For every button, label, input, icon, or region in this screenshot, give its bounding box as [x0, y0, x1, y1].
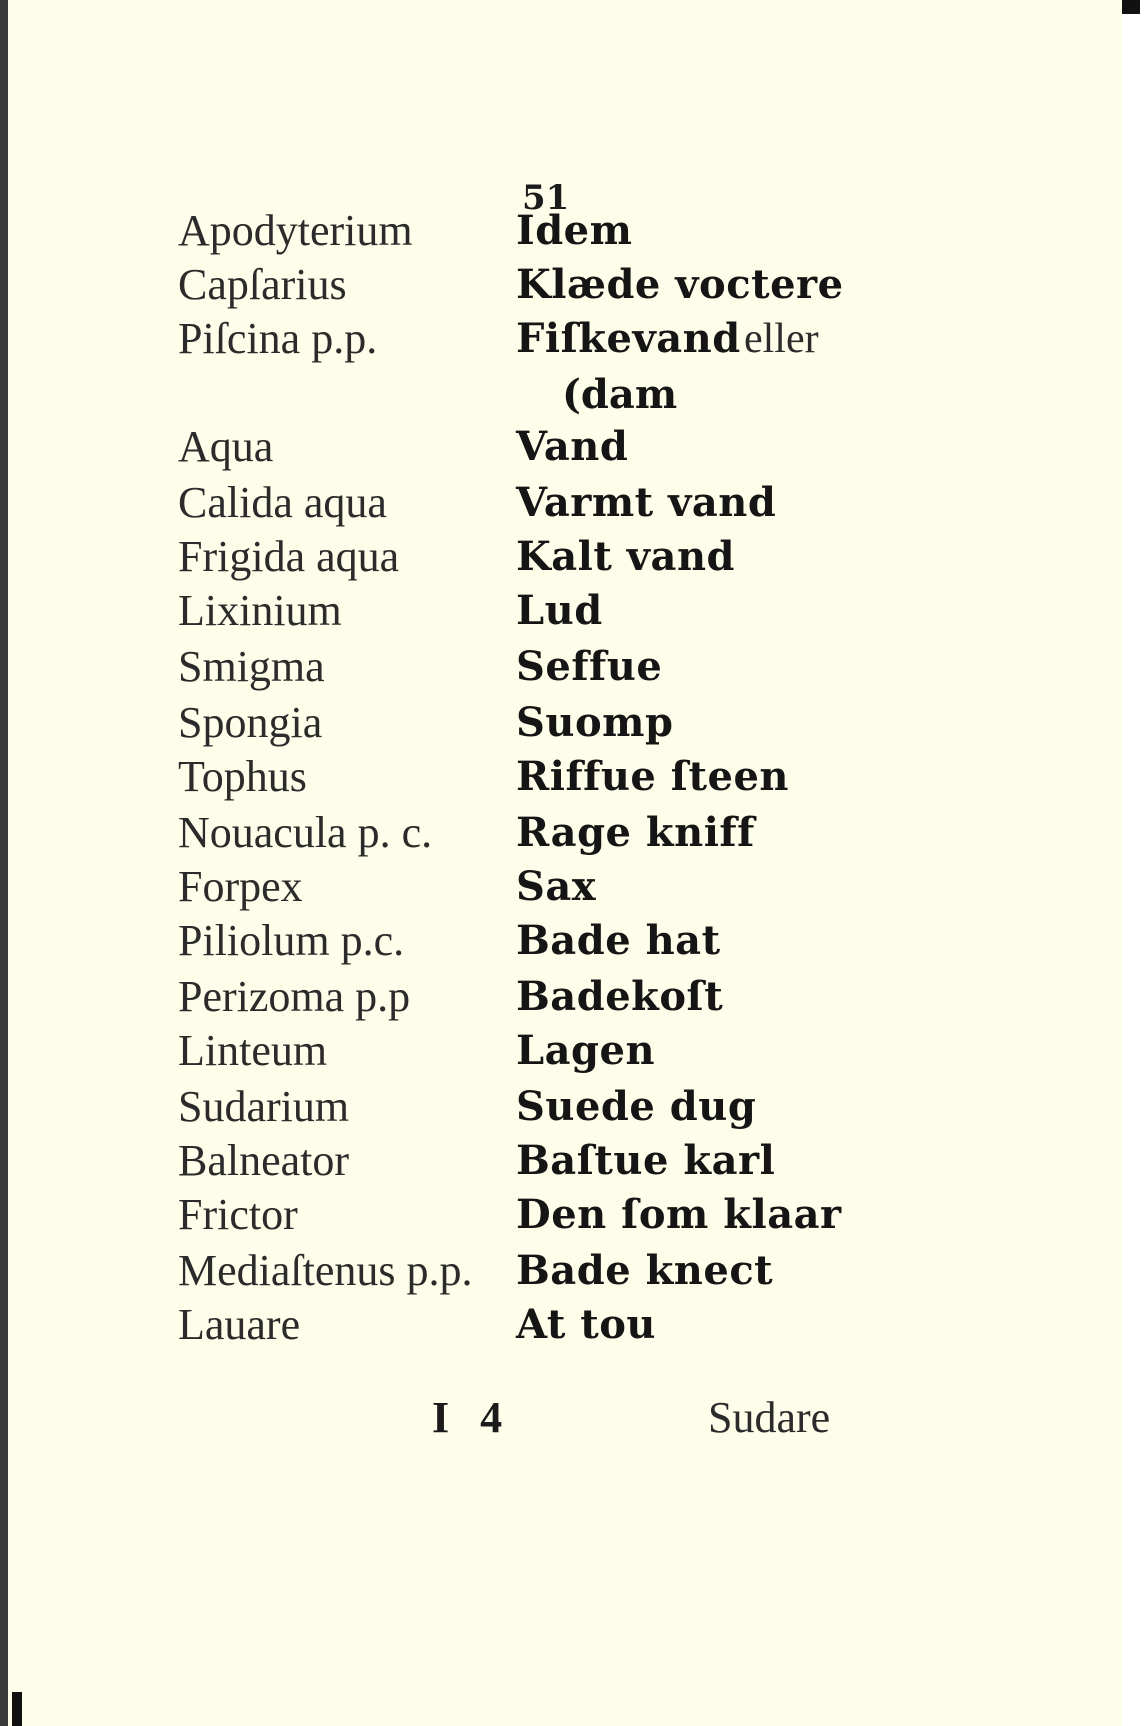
glossary-continuation [0, 368, 1000, 422]
latin-term: Frictor [178, 1190, 298, 1239]
vernacular-term: Lud [516, 587, 603, 634]
latin-term: Balneator [178, 1136, 350, 1185]
vernacular-extra: eller [744, 316, 819, 362]
latin-term: Spongia [178, 698, 323, 747]
glossary-entry [0, 860, 1000, 914]
vernacular-term: Sax [516, 863, 597, 910]
signature-mark: I 4 [432, 1393, 513, 1442]
latin-term: Forpex [178, 862, 303, 911]
vernacular-term: Bade hat [516, 917, 721, 964]
vernacular-term: Fiſkevand [516, 315, 741, 362]
glossary-entry [0, 420, 1000, 474]
latin-term: Piliolum p.c. [178, 916, 405, 965]
page-edge-right [1122, 0, 1144, 1726]
glossary-entry [0, 1080, 1000, 1134]
glossary-entry [0, 476, 1000, 530]
glossary-entry [0, 914, 1000, 968]
glossary-entry [0, 258, 1000, 312]
scan-mark-top [1122, 0, 1140, 14]
vernacular-term: Varmt vand [516, 479, 777, 526]
glossary-entry [0, 1134, 1000, 1188]
vernacular-term: At tou [516, 1301, 656, 1348]
latin-term: Tophus [178, 752, 307, 801]
glossary-entry [0, 640, 1000, 694]
latin-term: Linteum [178, 1026, 328, 1075]
vernacular-term: Lagen [516, 1027, 656, 1074]
latin-term: Calida aqua [178, 478, 387, 527]
vernacular-term: Bade knect [516, 1247, 774, 1294]
latin-term: Piſcina p.p. [178, 314, 378, 363]
continuation-text: (dam [562, 371, 678, 418]
latin-term: Lauare [178, 1300, 301, 1349]
glossary-entry [0, 696, 1000, 750]
vernacular-term: Klæde voctere [516, 261, 844, 308]
latin-term: Sudarium [178, 1082, 350, 1131]
vernacular-term: Badekoſt [516, 973, 724, 1020]
vernacular-term: Seffue [516, 643, 663, 690]
vernacular-term: Idem [516, 207, 633, 254]
glossary-entry [0, 1298, 1000, 1352]
catchword: Sudare [708, 1393, 831, 1442]
vernacular-term: Vand [516, 423, 629, 470]
folio-number: 51 [522, 178, 570, 218]
glossary-entry [0, 204, 1000, 258]
vernacular-term: Suede dug [516, 1083, 757, 1130]
latin-term: Frigida aqua [178, 532, 400, 581]
vernacular-term: Kalt vand [516, 533, 735, 580]
vernacular-term: Riffue ſteen [516, 753, 789, 800]
latin-term: Apodyterium [178, 206, 413, 255]
scan-mark-bottom [12, 1692, 22, 1726]
glossary-entry [0, 1244, 1000, 1298]
glossary-entry [0, 970, 1000, 1024]
latin-term: Perizoma p.p [178, 972, 411, 1021]
latin-term: Smigma [178, 642, 325, 691]
latin-term: Aqua [178, 422, 274, 471]
vernacular-term: Suomp [516, 699, 674, 746]
glossary-entry [0, 1188, 1000, 1242]
latin-term: Nouacula p. c. [178, 808, 433, 857]
glossary-entry [0, 806, 1000, 860]
latin-term: Mediaſtenus p.p. [178, 1246, 473, 1295]
glossary-entry [0, 530, 1000, 584]
glossary-entry [0, 750, 1000, 804]
vernacular-term: Den ſom klaar [516, 1191, 842, 1238]
vernacular-term: Baſtue karl [516, 1137, 776, 1184]
glossary-entry [0, 1024, 1000, 1078]
latin-term: Lixinium [178, 586, 342, 635]
latin-term: Capſarius [178, 260, 347, 309]
glossary-entry [0, 584, 1000, 638]
vernacular-term: Rage kniff [516, 809, 755, 856]
glossary-entry [0, 312, 1000, 366]
